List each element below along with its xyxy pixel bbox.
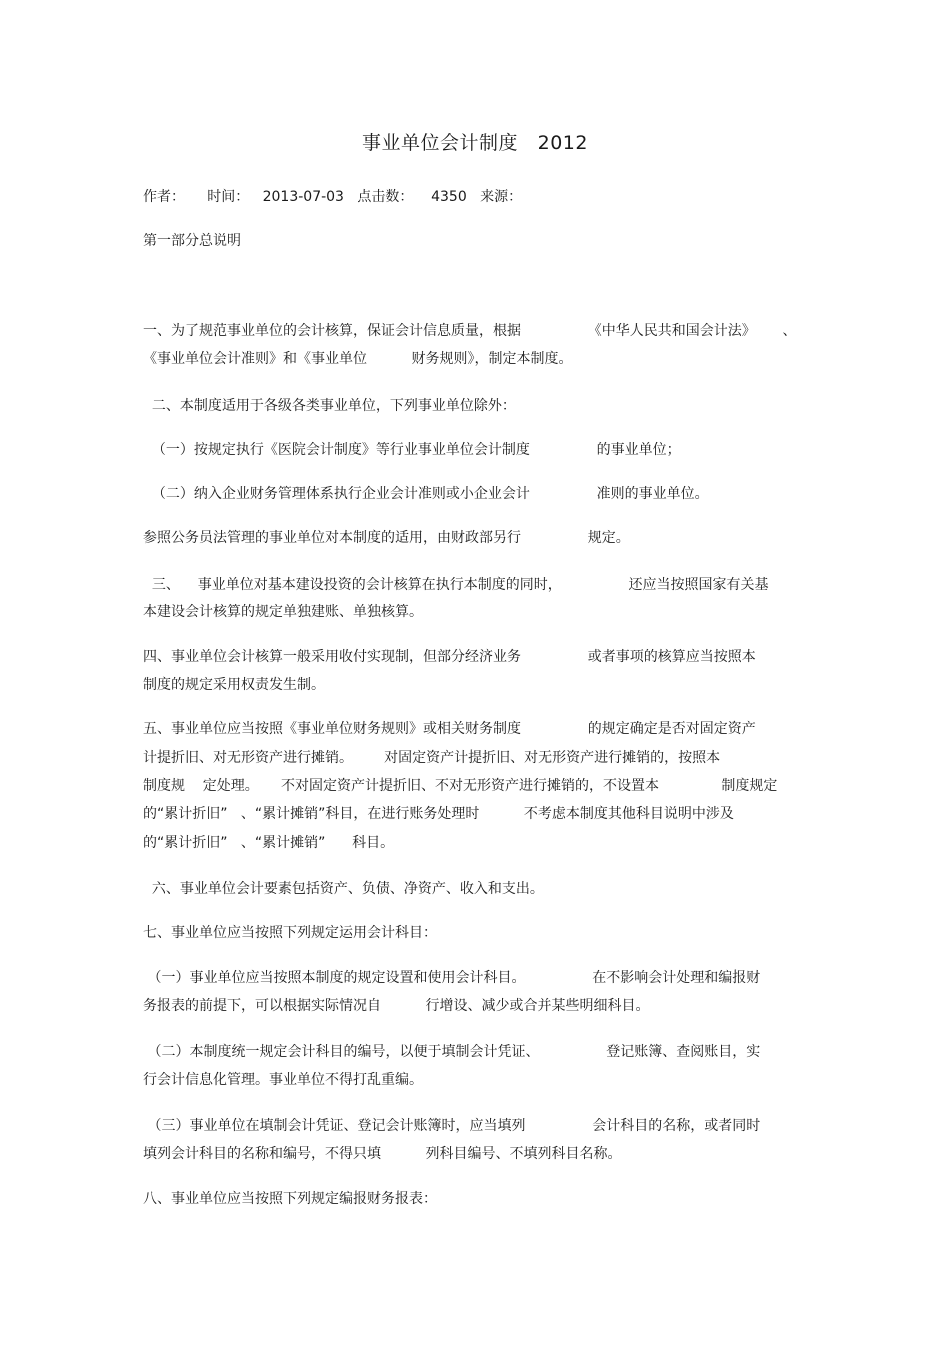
section-heading: 第一部分总说明 (143, 233, 241, 249)
paragraph-line: （三）事业单位在填制会计凭证、登记会计账簿时，应当填列 会计科目的名称，或者同时 (143, 1118, 761, 1134)
paragraph-line: 行会计信息化管理。事业单位不得打乱重编。 (143, 1072, 423, 1088)
paragraph-line: 制度的规定采用权责发生制。 (143, 677, 325, 693)
paragraph-line: （一）按规定执行《医院会计制度》等行业事业单位会计制度 的事业单位； (143, 442, 681, 458)
paragraph-line: 本建设会计核算的规定单独建账、单独核算。 (143, 604, 423, 620)
paragraph-line: 《事业单位会计准则》和《事业单位 财务规则》，制定本制度。 (143, 351, 573, 367)
paragraph-line: 的“累计折旧” 、“累计摊销”科目，在进行账务处理时 不考虑本制度其他科目说明中涉及 (143, 806, 734, 822)
paragraph-line: 八、事业单位应当按照下列规定编报财务报表： (143, 1191, 437, 1207)
paragraph-line: 计提折旧、对无形资产进行摊销。 对固定资产计提折旧、对无形资产进行摊销的，按照本 (143, 750, 721, 766)
document-title: 事业单位会计制度 2012 (362, 132, 588, 154)
paragraph-line: 填列会计科目的名称和编号，不得只填 列科目编号、不填列科目名称。 (143, 1146, 622, 1162)
paragraph-line: （二）纳入企业财务管理体系执行企业会计准则或小企业会计 准则的事业单位。 (143, 486, 709, 502)
paragraph-line: 四、事业单位会计核算一般采用收付实现制，但部分经济业务 或者事项的核算应当按照本 (143, 649, 756, 665)
paragraph-line: （一）事业单位应当按照本制度的规定设置和使用会计科目。 在不影响会计处理和编报财 (143, 970, 761, 986)
paragraph-line: 的“累计折旧” 、“累计摊销” 科目。 (143, 835, 395, 851)
document-meta: 作者： 时间： 2013-07-03 点击数： 4350 来源： (143, 189, 523, 205)
paragraph-line: 五、事业单位应当按照《事业单位财务规则》或相关财务制度 的规定确定是否对固定资产 (143, 721, 756, 737)
paragraph-line: 制度规 定处理。 不对固定资产计提折旧、不对无形资产进行摊销的，不设置本 制度规定 (143, 778, 778, 794)
paragraph-line: 七、事业单位应当按照下列规定运用会计科目： (143, 925, 437, 941)
paragraph-line: 三、 事业单位对基本建设投资的会计核算在执行本制度的同时， 还应当按照国家有关基 (143, 577, 769, 593)
paragraph-line: 二、本制度适用于各级各类事业单位，下列事业单位除外： (143, 398, 516, 414)
paragraph-line: 参照公务员法管理的事业单位对本制度的适用，由财政部另行 规定。 (143, 530, 630, 546)
paragraph-line: 一、为了规范事业单位的会计核算，保证会计信息质量，根据 《中华人民共和国会计法》 、 (143, 323, 797, 339)
paragraph-line: 六、事业单位会计要素包括资产、负债、净资产、收入和支出。 (143, 881, 544, 897)
paragraph-line: （二）本制度统一规定会计科目的编号，以便于填制会计凭证、 登记账簿、查阅账目，实 (143, 1044, 761, 1060)
paragraph-line: 务报表的前提下，可以根据实际情况自 行增设、减少或合并某些明细科目。 (143, 998, 650, 1014)
